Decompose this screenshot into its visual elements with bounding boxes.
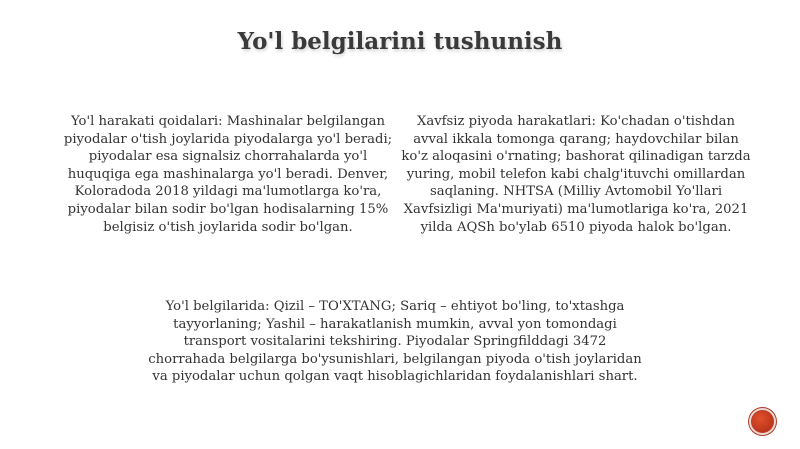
- traffic-rules-text: Yo'l harakati qoidalari: Mashinalar belgilangan piyodalar o'tish joylarida piyodalarga yo'l beradi; piyodalar esa signalsiz chorrahalarda yo'l huquqiga ega mashinalarga yo'l beradi. Denver, Koloradoda 2018 yildagi ma'lumotlarga ko'ra, piyodalar bilan sodir bo'lgan hodisalarning 15% belgisiz o'tish joylarida sodir bo'lgan.: [63, 114, 393, 235]
- slide-nav-button[interactable]: [749, 408, 776, 435]
- traffic-signals-text: Yo'l belgilarida: Qizil – TO'XTANG; Sariq – ehtiyot bo'ling, to'xtashga tayyorlaning; Yashil – harakatlanish mumkin, avval yon tomondagi transport vositalarini tekshiring. Piyodalar Springfilddagi 3472 chorrahada belgilarga bo'ysunishlari, belgilangan piyoda o'tish joylaridan va piyodalar uchun qolgan vaqt hisoblagichlaridan foydalanishlari shart.: [148, 299, 642, 385]
- slide-title: Yo'l belgilarini tushunish: [237, 28, 563, 55]
- pedestrian-safety-text: Xavfsiz piyoda harakatlari: Ko'chadan o'tishdan avval ikkala tomonga qarang; haydovchilar bilan ko'z aloqasini o'rnating; bashorat qilinadigan tarzda yuring, mobil telefon kabi chalg'ituvchi omillardan saqlaning. NHTSA (Milliy Avtomobil Yo'llari Xavfsizligi Ma'muriyati) ma'lumotlariga ko'ra, 2021 yilda AQSh bo'ylab 6510 piyoda halok bo'lgan.: [401, 114, 751, 235]
- circle-nav-icon: [752, 411, 773, 432]
